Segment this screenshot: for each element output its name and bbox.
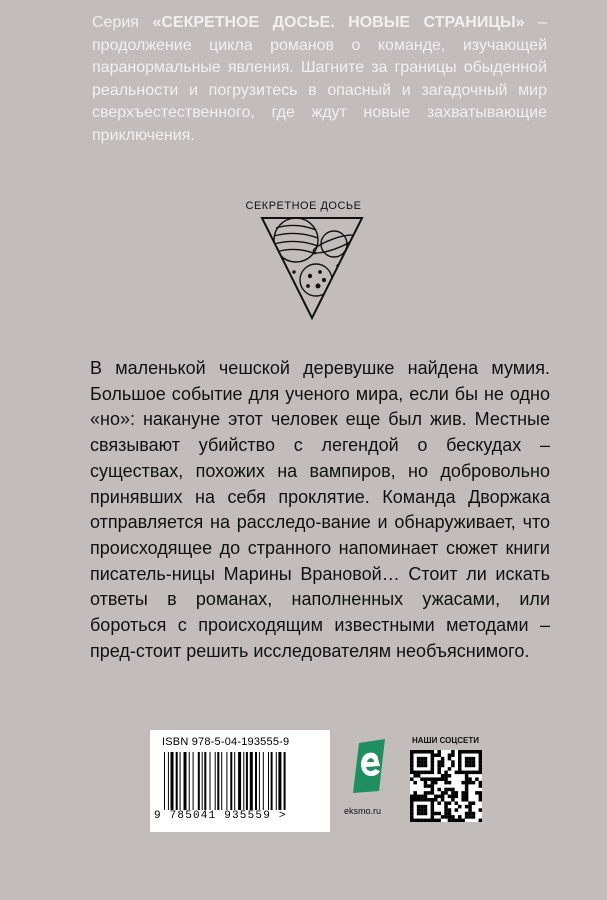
series-prefix: Серия (92, 14, 153, 31)
series-description: – продолжение цикла романов о команде, изучающей паранормальные явления. Шагните за границы обыденной реальности и погрузитесь в опасный и загадочный мир сверхъестественного, где ждут новые захватывающие приключения. (92, 14, 547, 144)
social-label: НАШИ СОЦСЕТИ (412, 736, 479, 745)
series-logo-label: СЕКРЕТНОЕ ДОСЬЕ (245, 200, 362, 212)
isbn-label: ISBN 978-5-04-193555-9 (162, 736, 290, 748)
barcode-icon (164, 752, 316, 810)
barcode-panel (150, 730, 330, 832)
planets-triangle-icon (258, 214, 366, 322)
synopsis-text: В маленькой чешской деревушке найдена мумия. Большое событие для ученого мира, если бы не одно «но»: накануне этот человек еще был жив. Местные связывают убийство с легендой о бескудах – существах, похожих на вампиров, но добровольно принявших на себя проклятие. Команда Дворжака отправляется на расследо-вание и обнаруживает, что происходящее до странного напоминает сюжет книги писатель-ницы Марины Врановой… Стоит ли искать ответы в романах, наполненных ужасами, или бороться с происходящим известными методами – пред-стоит решить исследователям необъяснимого. (90, 358, 550, 661)
book-synopsis (90, 356, 550, 664)
publisher-site: eksmo.ru (344, 806, 382, 816)
series-name: «СЕКРЕТНОЕ ДОСЬЕ. НОВЫЕ СТРАНИЦЫ» (152, 14, 525, 31)
eksmo-logo-icon (345, 735, 395, 795)
series-blurb (92, 12, 547, 148)
qr-code-icon (410, 750, 482, 822)
barcode-digits: 9 785041 935559 > (154, 810, 287, 822)
